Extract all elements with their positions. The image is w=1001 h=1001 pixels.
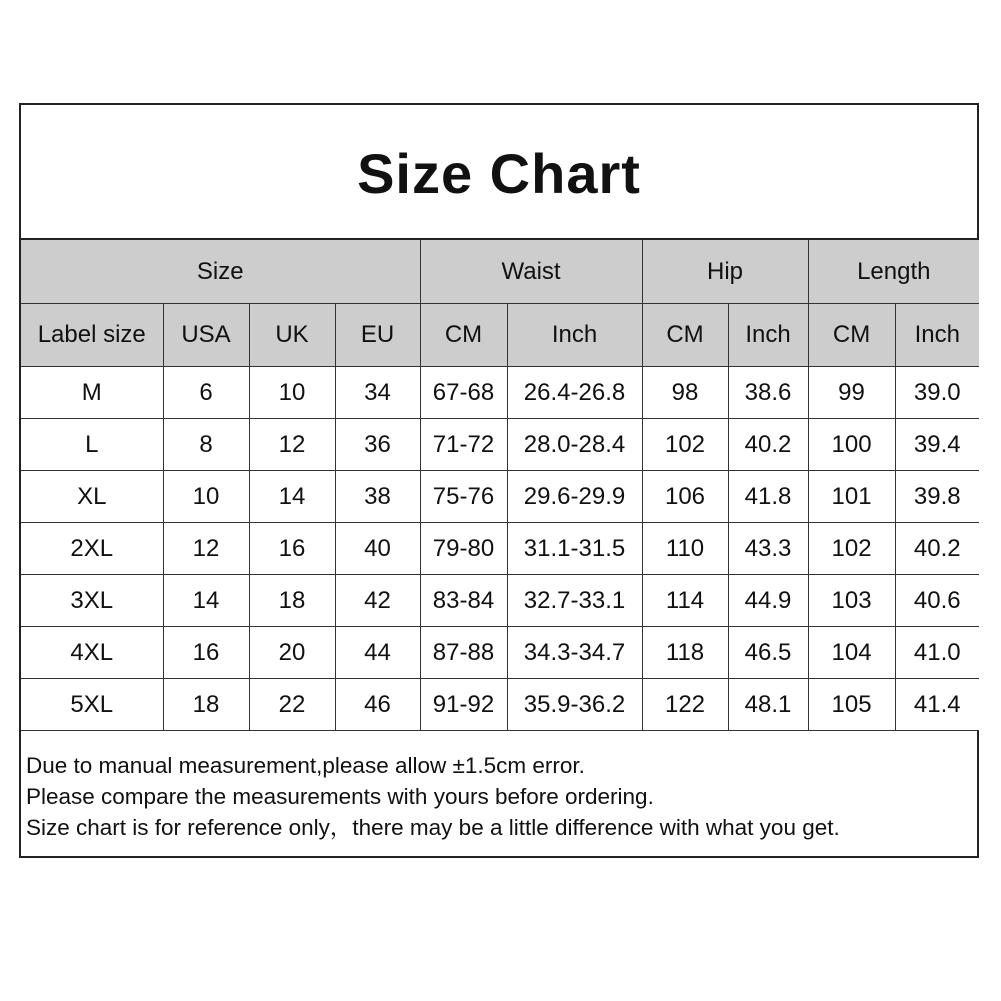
cell-eu: 34 bbox=[335, 367, 420, 419]
group-header-hip: Hip bbox=[642, 240, 808, 304]
cell-length-cm: 100 bbox=[808, 419, 895, 471]
cell-hip-cm: 122 bbox=[642, 679, 728, 731]
cell-eu: 46 bbox=[335, 679, 420, 731]
cell-eu: 42 bbox=[335, 575, 420, 627]
title-area bbox=[21, 105, 977, 240]
table-row bbox=[21, 679, 979, 731]
cell-waist-cm: 91-92 bbox=[420, 679, 507, 731]
cell-usa: 12 bbox=[163, 523, 249, 575]
cell-eu: 40 bbox=[335, 523, 420, 575]
cell-hip-inch: 46.5 bbox=[728, 627, 808, 679]
note-line: Please compare the measurements with yours before ordering. bbox=[26, 784, 654, 809]
cell-waist-cm: 75-76 bbox=[420, 471, 507, 523]
cell-hip-inch: 44.9 bbox=[728, 575, 808, 627]
cell-usa: 14 bbox=[163, 575, 249, 627]
sub-header-length-inch: Inch bbox=[895, 304, 979, 367]
cell-length-cm: 103 bbox=[808, 575, 895, 627]
cell-hip-inch: 40.2 bbox=[728, 419, 808, 471]
cell-waist-inch: 26.4-26.8 bbox=[507, 367, 642, 419]
notes bbox=[26, 750, 840, 843]
cell-label-size: XL bbox=[21, 471, 163, 523]
cell-uk: 18 bbox=[249, 575, 335, 627]
cell-length-inch: 41.4 bbox=[895, 679, 979, 731]
cell-label-size: L bbox=[21, 419, 163, 471]
sub-header-hip-inch: Inch bbox=[728, 304, 808, 367]
cell-usa: 18 bbox=[163, 679, 249, 731]
cell-waist-cm: 83-84 bbox=[420, 575, 507, 627]
sub-header-row bbox=[21, 304, 979, 367]
table-row bbox=[21, 367, 979, 419]
note-line: Size chart is for reference only，there may be a little difference with what you get. bbox=[26, 815, 840, 840]
cell-eu: 36 bbox=[335, 419, 420, 471]
cell-hip-inch: 43.3 bbox=[728, 523, 808, 575]
cell-waist-inch: 34.3-34.7 bbox=[507, 627, 642, 679]
cell-label-size: M bbox=[21, 367, 163, 419]
cell-usa: 6 bbox=[163, 367, 249, 419]
cell-length-inch: 41.0 bbox=[895, 627, 979, 679]
group-header-length: Length bbox=[808, 240, 979, 304]
group-header-waist: Waist bbox=[420, 240, 642, 304]
cell-eu: 44 bbox=[335, 627, 420, 679]
size-chart bbox=[19, 103, 979, 858]
sub-header-uk: UK bbox=[249, 304, 335, 367]
cell-waist-cm: 67-68 bbox=[420, 367, 507, 419]
cell-length-inch: 39.4 bbox=[895, 419, 979, 471]
cell-usa: 16 bbox=[163, 627, 249, 679]
sub-header-hip-cm: CM bbox=[642, 304, 728, 367]
sub-header-waist-inch: Inch bbox=[507, 304, 642, 367]
cell-usa: 10 bbox=[163, 471, 249, 523]
cell-uk: 10 bbox=[249, 367, 335, 419]
cell-waist-cm: 71-72 bbox=[420, 419, 507, 471]
cell-waist-inch: 29.6-29.9 bbox=[507, 471, 642, 523]
cell-waist-cm: 87-88 bbox=[420, 627, 507, 679]
cell-waist-inch: 28.0-28.4 bbox=[507, 419, 642, 471]
cell-hip-cm: 102 bbox=[642, 419, 728, 471]
cell-hip-cm: 106 bbox=[642, 471, 728, 523]
sub-header-eu: EU bbox=[335, 304, 420, 367]
cell-length-cm: 99 bbox=[808, 367, 895, 419]
cell-length-inch: 40.2 bbox=[895, 523, 979, 575]
sub-header-waist-cm: CM bbox=[420, 304, 507, 367]
cell-eu: 38 bbox=[335, 471, 420, 523]
chart-title: Size Chart bbox=[357, 142, 641, 205]
cell-hip-cm: 110 bbox=[642, 523, 728, 575]
group-header-size: Size bbox=[21, 240, 420, 304]
cell-length-cm: 104 bbox=[808, 627, 895, 679]
cell-hip-cm: 98 bbox=[642, 367, 728, 419]
cell-waist-cm: 79-80 bbox=[420, 523, 507, 575]
cell-uk: 16 bbox=[249, 523, 335, 575]
cell-length-inch: 39.0 bbox=[895, 367, 979, 419]
cell-hip-inch: 48.1 bbox=[728, 679, 808, 731]
cell-uk: 12 bbox=[249, 419, 335, 471]
sub-header-usa: USA bbox=[163, 304, 249, 367]
cell-hip-cm: 114 bbox=[642, 575, 728, 627]
cell-length-cm: 102 bbox=[808, 523, 895, 575]
cell-waist-inch: 35.9-36.2 bbox=[507, 679, 642, 731]
cell-label-size: 3XL bbox=[21, 575, 163, 627]
cell-length-inch: 39.8 bbox=[895, 471, 979, 523]
size-table bbox=[21, 240, 979, 731]
table-row bbox=[21, 471, 979, 523]
cell-hip-cm: 118 bbox=[642, 627, 728, 679]
sub-header-length-cm: CM bbox=[808, 304, 895, 367]
note-line: Due to manual measurement,please allow ±1.5cm error. bbox=[26, 753, 585, 778]
cell-hip-inch: 41.8 bbox=[728, 471, 808, 523]
cell-label-size: 2XL bbox=[21, 523, 163, 575]
cell-uk: 22 bbox=[249, 679, 335, 731]
cell-waist-inch: 32.7-33.1 bbox=[507, 575, 642, 627]
cell-uk: 14 bbox=[249, 471, 335, 523]
cell-hip-inch: 38.6 bbox=[728, 367, 808, 419]
cell-length-cm: 105 bbox=[808, 679, 895, 731]
cell-waist-inch: 31.1-31.5 bbox=[507, 523, 642, 575]
sub-header-label-size: Label size bbox=[21, 304, 163, 367]
table-row bbox=[21, 523, 979, 575]
table-row bbox=[21, 419, 979, 471]
group-header-row bbox=[21, 240, 979, 304]
table-row bbox=[21, 575, 979, 627]
cell-usa: 8 bbox=[163, 419, 249, 471]
cell-uk: 20 bbox=[249, 627, 335, 679]
cell-label-size: 5XL bbox=[21, 679, 163, 731]
table-row bbox=[21, 627, 979, 679]
cell-length-inch: 40.6 bbox=[895, 575, 979, 627]
cell-length-cm: 101 bbox=[808, 471, 895, 523]
cell-label-size: 4XL bbox=[21, 627, 163, 679]
